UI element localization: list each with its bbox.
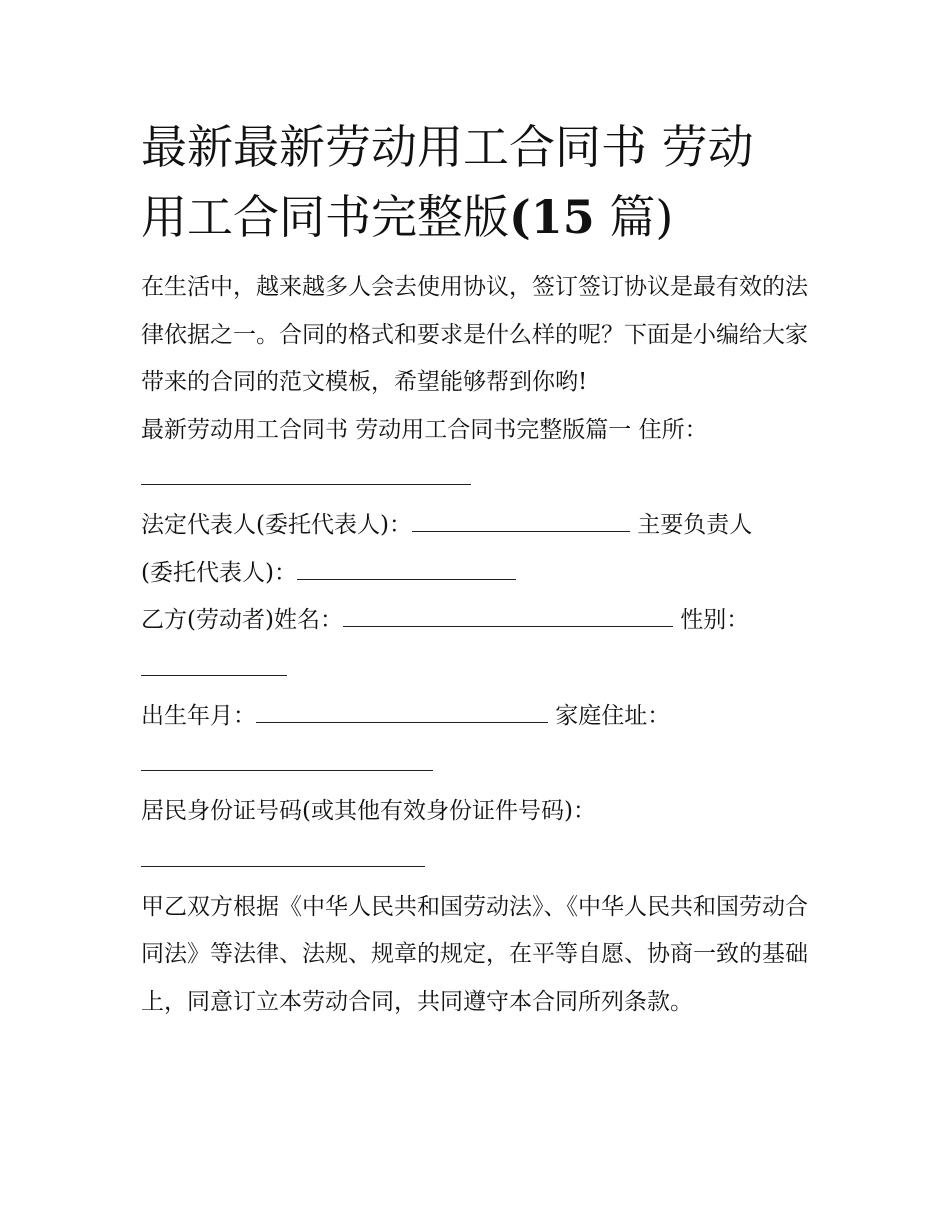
delegate-row [141,550,813,598]
id-blank [141,836,425,867]
delegate-blank [297,557,516,580]
party-b-name-label: 乙方(劳动者)姓名： [141,607,343,633]
document-body [141,112,813,1026]
legal-rep-blank [412,509,630,532]
document-title [141,112,813,252]
address-blank [141,454,471,485]
birth-row [141,693,813,741]
closing-paragraph: 甲乙双方根据《中华人民共和国劳动法》、《中华人民共和国劳动合同法》等法律、法规、规章的规定，在平等自愿、协商一致的基础上，同意订立本劳动合同，共同遵守本合同所列条款。 [141,893,808,1015]
title-count: (15 [509,190,595,244]
title-line-2: 用工合同书完整版 [141,190,509,244]
legal-rep-label: 法定代表人(委托代表人)： [141,512,412,538]
gender-label: 性别： [672,607,750,633]
title-line-1: 最新最新劳动用工合同书 劳动 [141,120,754,174]
gender-blank [141,645,287,676]
party-b-name-blank [343,604,673,627]
title-suffix: 篇) [594,190,674,244]
id-row: 居民身份证号码(或其他有效身份证件号码)： [141,798,596,824]
address-label: 家庭住址： [548,702,671,729]
home-address-blank [141,740,433,771]
legal-rep-row [141,502,813,550]
delegate-label: (委托代表人)： [141,559,297,586]
birth-label: 出生年月： [141,702,256,729]
intro-paragraph: 在生活中，越来越多人会去使用协议，签订签订协议是最有效的法律依据之一。合同的格式和要求是什么样的呢？下面是小编给大家带来的合同的范文模板，希望能够帮到你哟! [141,274,808,395]
main-person-label: 主要负责人 [629,512,753,538]
party-b-row [141,597,813,645]
birth-blank [256,700,548,723]
section-heading: 最新劳动用工合同书 劳动用工合同书完整版篇一 住所： [141,416,708,443]
